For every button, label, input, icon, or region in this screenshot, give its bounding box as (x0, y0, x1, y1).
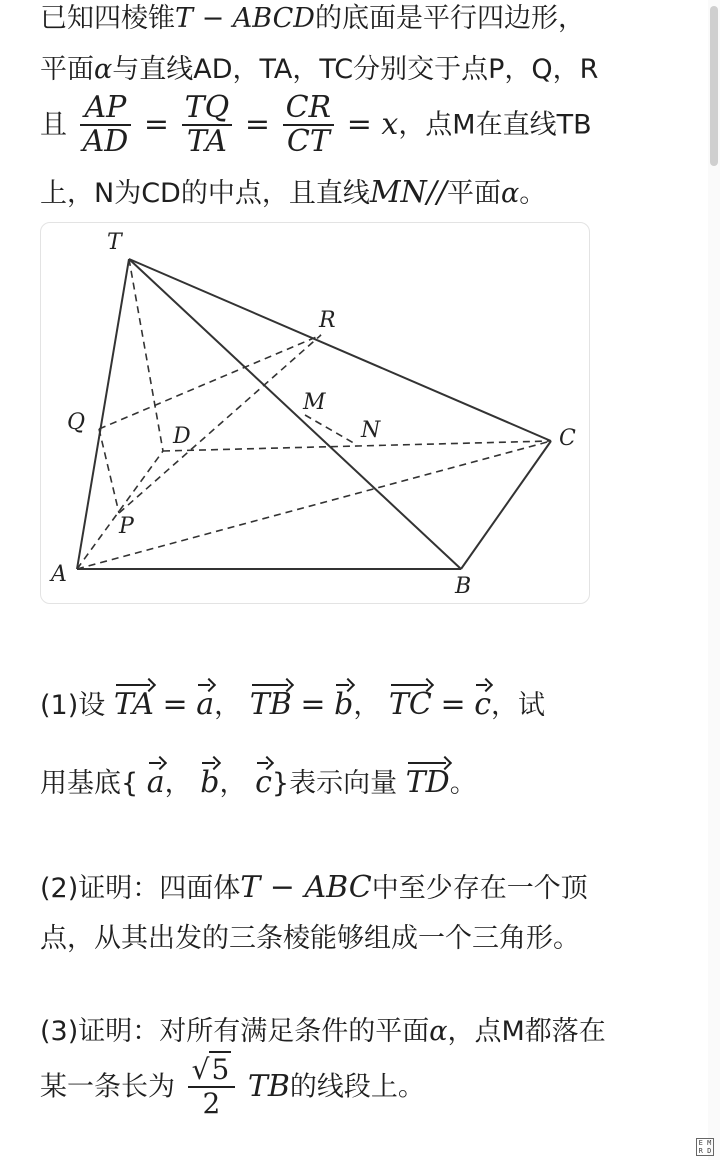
part3-line-2 (40, 1053, 425, 1120)
equals: = (244, 107, 270, 142)
frac-den: 2 (202, 1087, 221, 1120)
math-x: = x (346, 107, 399, 142)
label-C: C (559, 426, 576, 451)
frac-num: TQ (184, 90, 230, 125)
math-alpha: α (429, 1016, 448, 1047)
segment-QR (99, 335, 321, 429)
frac-den: AD (80, 124, 132, 158)
label-B: B (455, 574, 472, 599)
scrollbar[interactable] (708, 0, 720, 1160)
math-T-ABCD: T − ABCD (175, 3, 315, 34)
pyramid-diagram (41, 223, 589, 603)
segment-QP (99, 429, 119, 513)
comma: ， (214, 690, 242, 721)
label-T: T (107, 230, 122, 255)
vector-b: b (200, 758, 219, 798)
label-M: M (303, 390, 326, 415)
vector-c: c (255, 758, 272, 798)
math-MN-parallel: MN// (369, 175, 448, 210)
vector-TB: TB (250, 680, 292, 720)
edge-TC (129, 259, 551, 441)
diagonal-AC (77, 441, 551, 569)
intro-line-3 (40, 92, 592, 158)
frac-num: CR (285, 90, 332, 125)
edge-TD (129, 259, 163, 451)
math-TB: TB (247, 1069, 290, 1104)
label-N: N (361, 418, 381, 443)
edge-DC (163, 441, 551, 451)
equals: = (300, 687, 326, 722)
text: 的线段上。 (289, 1071, 425, 1103)
text: 的底面是平行四边形， (314, 3, 585, 34)
part1-line-1 (40, 680, 545, 720)
geometry-figure (40, 222, 590, 604)
label-Q: Q (67, 410, 86, 435)
fraction-sqrt5-over-2 (188, 1053, 236, 1120)
math-alpha: α (501, 178, 520, 209)
text: (3)证明：对所有满足条件的平面 (40, 1016, 430, 1047)
vector-a: a (196, 680, 214, 720)
text: ，试 (491, 690, 546, 721)
text: 与直线AD，TA，TC分别交于点P，Q，R (112, 54, 599, 85)
math-alpha: α (94, 54, 113, 85)
text: 且 (40, 109, 67, 141)
segment-PR (119, 335, 321, 513)
radicand: 5 (211, 1053, 230, 1086)
text: ，点M都落在 (447, 1016, 606, 1047)
text: 点，从其出发的三条棱能够组成一个三角形。 (40, 923, 580, 954)
frac-den: TA (182, 124, 233, 158)
text: 平面 (447, 178, 502, 209)
part1-line-2 (40, 758, 477, 798)
frac-den: CT (283, 124, 335, 158)
vector-c: c (474, 680, 491, 720)
comma: ， (353, 690, 381, 721)
text: (1)设 (40, 690, 106, 721)
intro-line-1 (40, 5, 585, 32)
vector-TD: TD (406, 758, 450, 798)
text: 用基底{ (40, 768, 139, 799)
frac-num: √5 (188, 1056, 236, 1088)
text: }表示向量 (271, 768, 398, 799)
vector-a: a (147, 758, 165, 798)
fraction-AP-AD (80, 92, 132, 158)
part2-line-2 (40, 925, 580, 952)
text: 已知四棱锥 (40, 3, 175, 34)
text: ，点M在直线TB (398, 109, 592, 141)
intro-line-4 (40, 175, 547, 210)
equals: = (143, 107, 170, 142)
fraction-TQ-TA (182, 92, 233, 158)
label-P: P (119, 514, 134, 539)
text: 。 (519, 178, 547, 209)
label-D: D (173, 424, 191, 449)
fraction-CR-CT (283, 92, 335, 158)
text: 上，N为CD的中点，且直线 (40, 178, 370, 209)
equals: = (162, 687, 188, 722)
intro-line-2 (40, 56, 598, 83)
frac-num: AP (84, 90, 127, 125)
corner-logo-icon: E M R D (696, 1138, 714, 1156)
math-T-ABC: T − ABC (240, 870, 372, 905)
text: (2)证明：四面体 (40, 873, 241, 904)
vector-b: b (334, 680, 353, 720)
part3-line-1 (40, 1018, 606, 1045)
text: 平面 (40, 54, 94, 85)
vector-TA: TA (114, 680, 154, 720)
part2-line-1 (40, 870, 588, 905)
equals: = (440, 687, 466, 722)
text: 。 (449, 768, 477, 799)
comma: ， (219, 768, 247, 799)
edge-AD (77, 451, 163, 569)
text: 某一条长为 (40, 1071, 175, 1103)
vector-TC: TC (389, 680, 432, 720)
edge-BC (461, 441, 551, 569)
edge-TB (129, 259, 461, 569)
scroll-thumb[interactable] (710, 6, 718, 166)
comma: ， (164, 768, 192, 799)
label-A: A (51, 562, 67, 587)
text: 中至少存在一个顶 (371, 873, 588, 904)
label-R: R (319, 308, 336, 333)
